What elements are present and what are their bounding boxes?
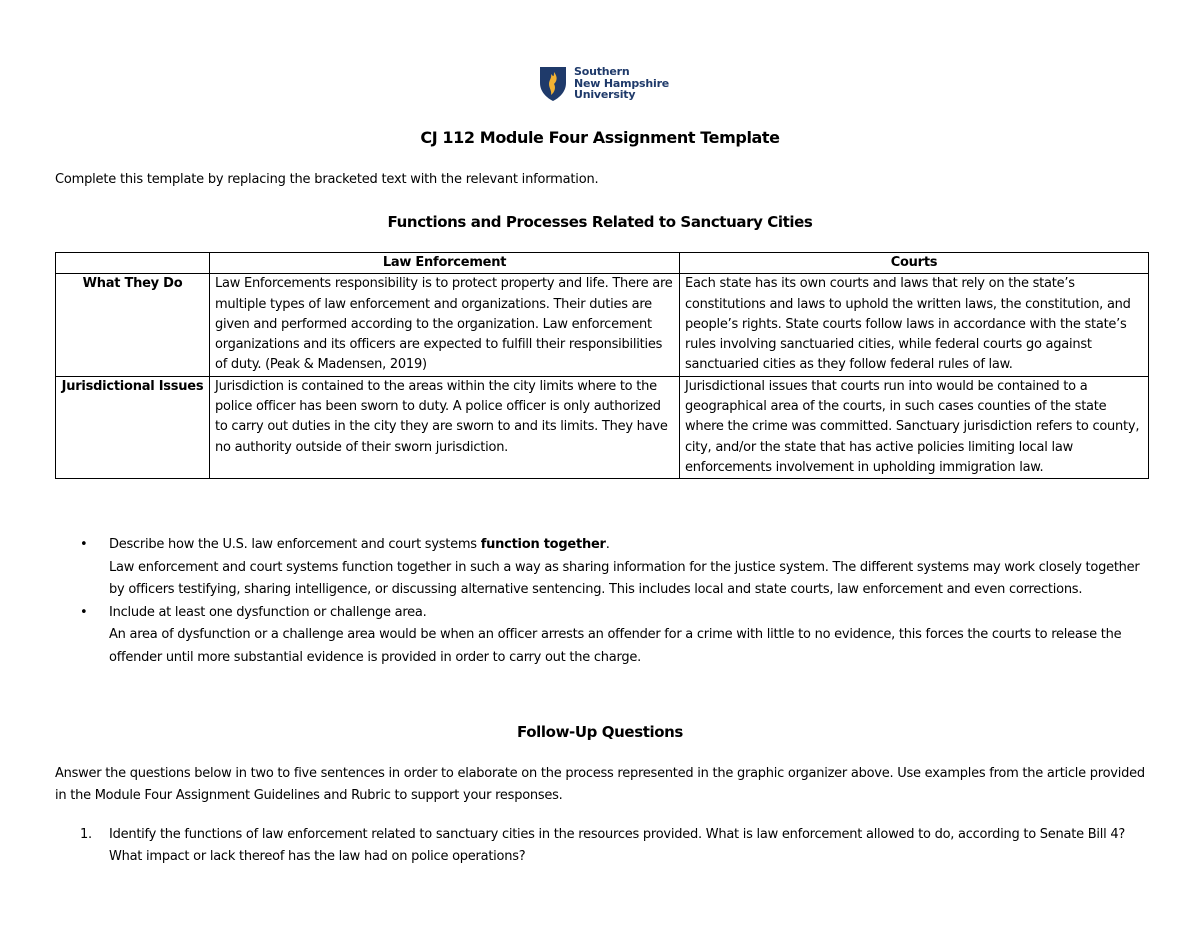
bullet-marker: • — [80, 537, 88, 552]
question-number: 1. — [80, 827, 92, 842]
bullet-prompt-end: . — [605, 537, 610, 552]
followup-section-title: Follow-Up Questions — [517, 723, 683, 741]
instructions-text: Complete this template by replacing the bracketed text with the relevant information. — [55, 172, 599, 187]
table-header-courts: Courts — [680, 253, 1149, 274]
question-text: Identify the functions of law enforcement related to sanctuary cities in the resources provided. What is law enforcement allowed to do, according to Senate Bill 4? What impact or lack thereof has the law had on police operations? — [109, 827, 1126, 864]
table-header-row — [56, 253, 1149, 274]
row-label-jurisdictional-issues: Jurisdictional Issues — [56, 376, 210, 478]
functions-section-title: Functions and Processes Related to Sanctuary Cities — [387, 213, 813, 231]
bullet-item-dysfunction — [80, 602, 1150, 670]
bullet-prompt-text: Describe how the U.S. law enforcement and court systems — [109, 537, 481, 552]
bullet-item-function-together — [80, 534, 1150, 602]
document-title: CJ 112 Module Four Assignment Template — [420, 128, 780, 147]
bullet-prompt — [109, 534, 1150, 557]
cell-law-enforcement-jurisdictional: Jurisdiction is contained to the areas within the city limits where to the police officer has been sworn to duty. A police officer is only authorized to carry out duties in the city they are sworn to and its limits. They have no authority outside of their sworn jurisdiction. — [210, 376, 680, 478]
snhu-logo — [539, 66, 669, 102]
logo-line-2: New Hampshire — [574, 76, 670, 90]
cell-courts-what-they-do: Each state has its own courts and laws that rely on the state’s constitutions and laws to uphold the written laws, the constitution, and people’s rights. State courts follow laws in accordance with the state’s rules involving sanctuaried cities, while federal courts go against sanctuaried cities as they follow federal rules of law. — [680, 274, 1149, 376]
bullet-answer: Law enforcement and court systems function together in such a way as sharing information for the justice system. The different systems may work closely together by officers testifying, sharing intelligence, or discussing alternative sentencing. This includes local and state courts, law enforcement and even corrections. — [109, 559, 1140, 597]
logo-line-1: Southern — [574, 65, 630, 78]
logo-line-3: University — [574, 88, 636, 101]
bullet-prompt: Include at least one dysfunction or challenge area. — [109, 604, 427, 620]
logo-wordmark — [574, 66, 669, 101]
snhu-shield-icon — [539, 66, 567, 102]
table-row — [56, 376, 1149, 478]
followup-intro: Answer the questions below in two to five sentences in order to elaborate on the process represented in the graphic organizer above. Use examples from the article provided in the Module Four Assignment Guidelines and Rubric to support your responses. — [55, 766, 1145, 803]
bullet-prompt-bold: function together — [480, 537, 606, 552]
functions-table — [55, 252, 1149, 479]
row-label-what-they-do: What They Do — [56, 274, 210, 376]
cell-courts-jurisdictional: Jurisdictional issues that courts run into would be contained to a geographical area of the courts, in such cases counties of the state where the crime was committed. Sanctuary jurisdiction refers to county, city, and/or the state that has active policies limiting local law enforcements involvement in upholding immigration law. — [680, 376, 1149, 478]
table-header-law-enforcement: Law Enforcement — [210, 253, 680, 274]
cell-law-enforcement-what-they-do: Law Enforcements responsibility is to protect property and life. There are multiple types of law enforcement and organizations. Their duties are given and performed according to the organization. Law enforcement organizations and its officers are expected to fulfill their responsibilities of duty. (Peak & Madensen, 2019) — [210, 274, 680, 376]
bullet-marker: • — [80, 604, 88, 620]
bullet-list — [80, 534, 1150, 669]
table-header-empty — [56, 253, 210, 274]
question-item — [80, 824, 1150, 868]
table-row — [56, 274, 1149, 376]
bullet-answer: An area of dysfunction or a challenge area would be when an officer arrests an offender for a crime with little to no evidence, this forces the courts to release the offender until more substantial evidence is provided in order to carry out the charge. — [109, 627, 1122, 665]
